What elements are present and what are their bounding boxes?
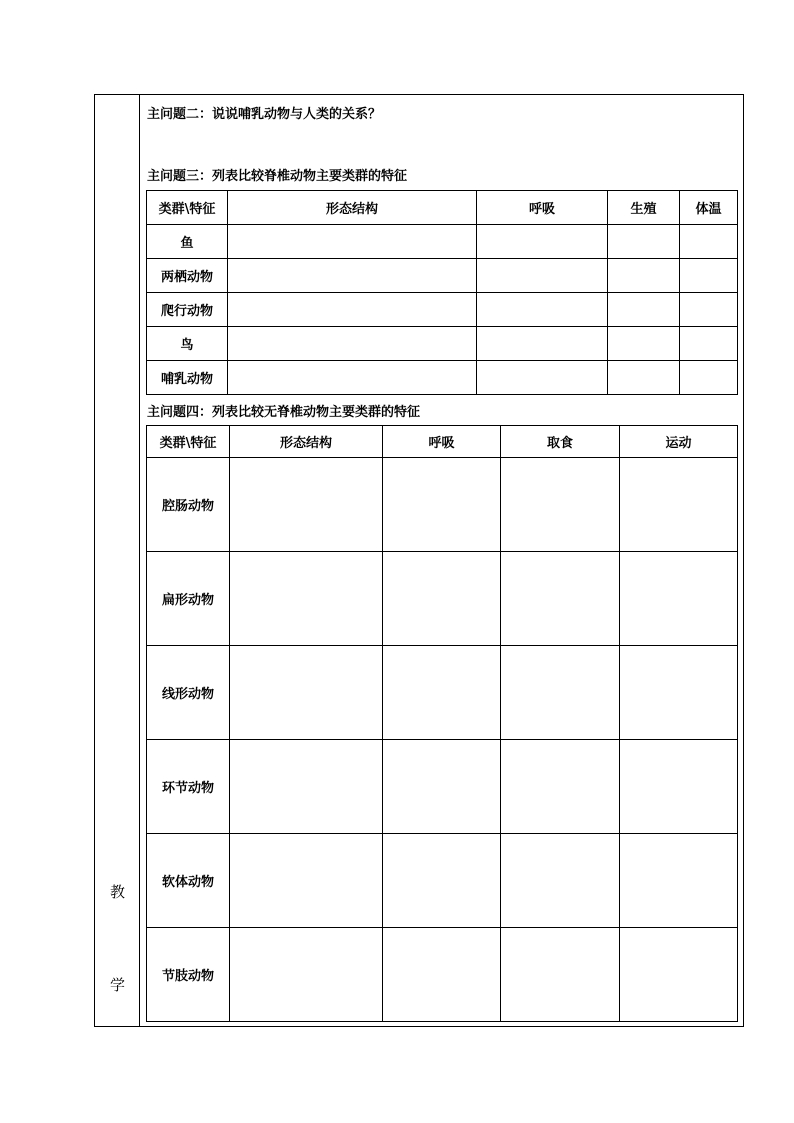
- header-cell: 取食: [501, 426, 620, 458]
- blank-cell[interactable]: [680, 327, 738, 361]
- blank-cell[interactable]: [228, 259, 477, 293]
- blank-cell[interactable]: [477, 259, 608, 293]
- header-cell: 呼吸: [383, 426, 501, 458]
- table-header-row: [147, 191, 738, 225]
- side-label-char-2: 学: [109, 976, 125, 994]
- table-row: [147, 740, 738, 834]
- vertebrate-table: [146, 190, 738, 395]
- blank-cell[interactable]: [680, 293, 738, 327]
- blank-cell[interactable]: [501, 928, 620, 1022]
- blank-cell[interactable]: [230, 458, 383, 552]
- table-row: [147, 259, 738, 293]
- header-cell: 形态结构: [228, 191, 477, 225]
- blank-cell[interactable]: [477, 225, 608, 259]
- row-label: 哺乳动物: [147, 361, 228, 395]
- blank-cell[interactable]: [228, 293, 477, 327]
- table-row: [147, 458, 738, 552]
- table-row: [147, 327, 738, 361]
- row-label: 环节动物: [147, 740, 230, 834]
- row-label: 软体动物: [147, 834, 230, 928]
- blank-cell[interactable]: [383, 928, 501, 1022]
- blank-cell[interactable]: [608, 293, 680, 327]
- table-row: [147, 928, 738, 1022]
- blank-cell[interactable]: [383, 834, 501, 928]
- blank-cell[interactable]: [228, 225, 477, 259]
- header-cell: 类群\特征: [147, 191, 228, 225]
- blank-cell[interactable]: [620, 740, 738, 834]
- invertebrate-table: [146, 425, 738, 1022]
- header-cell: 体温: [680, 191, 738, 225]
- header-cell: 类群\特征: [147, 426, 230, 458]
- blank-cell[interactable]: [608, 327, 680, 361]
- blank-cell[interactable]: [501, 552, 620, 646]
- question-4: 主问题四：列表比较无脊椎动物主要类群的特征: [147, 405, 421, 420]
- blank-cell[interactable]: [228, 361, 477, 395]
- row-label: 节肢动物: [147, 928, 230, 1022]
- question-3: 主问题三：列表比较脊椎动物主要类群的特征: [147, 169, 408, 184]
- header-cell: 运动: [620, 426, 738, 458]
- side-label-char-1: 教: [109, 883, 125, 901]
- blank-cell[interactable]: [501, 740, 620, 834]
- table-row: [147, 552, 738, 646]
- blank-cell[interactable]: [477, 327, 608, 361]
- blank-cell[interactable]: [501, 458, 620, 552]
- blank-cell[interactable]: [620, 458, 738, 552]
- question-2: 主问题二：说说哺乳动物与人类的关系？: [147, 107, 382, 122]
- blank-cell[interactable]: [680, 225, 738, 259]
- row-label: 鱼: [147, 225, 228, 259]
- blank-cell[interactable]: [228, 327, 477, 361]
- table-row: [147, 361, 738, 395]
- table-header-row: [147, 426, 738, 458]
- blank-cell[interactable]: [501, 646, 620, 740]
- table-row: [147, 293, 738, 327]
- side-label-column: [95, 95, 140, 1026]
- blank-cell[interactable]: [620, 834, 738, 928]
- blank-cell[interactable]: [680, 259, 738, 293]
- blank-cell[interactable]: [608, 259, 680, 293]
- blank-cell[interactable]: [383, 646, 501, 740]
- lesson-frame: [94, 94, 744, 1027]
- blank-cell[interactable]: [477, 361, 608, 395]
- blank-cell[interactable]: [608, 225, 680, 259]
- header-cell: 形态结构: [230, 426, 383, 458]
- row-label: 扁形动物: [147, 552, 230, 646]
- blank-cell[interactable]: [383, 740, 501, 834]
- row-label: 腔肠动物: [147, 458, 230, 552]
- blank-cell[interactable]: [620, 928, 738, 1022]
- blank-cell[interactable]: [383, 552, 501, 646]
- row-label: 鸟: [147, 327, 228, 361]
- row-label: 线形动物: [147, 646, 230, 740]
- blank-cell[interactable]: [620, 646, 738, 740]
- blank-cell[interactable]: [501, 834, 620, 928]
- blank-cell[interactable]: [230, 740, 383, 834]
- blank-cell[interactable]: [680, 361, 738, 395]
- blank-cell[interactable]: [230, 646, 383, 740]
- row-label: 爬行动物: [147, 293, 228, 327]
- header-cell: 呼吸: [477, 191, 608, 225]
- row-label: 两栖动物: [147, 259, 228, 293]
- table-row: [147, 834, 738, 928]
- blank-cell[interactable]: [230, 552, 383, 646]
- blank-cell[interactable]: [620, 552, 738, 646]
- header-cell: 生殖: [608, 191, 680, 225]
- blank-cell[interactable]: [383, 458, 501, 552]
- table-row: [147, 646, 738, 740]
- blank-cell[interactable]: [230, 928, 383, 1022]
- blank-cell[interactable]: [230, 834, 383, 928]
- table-row: [147, 225, 738, 259]
- blank-cell[interactable]: [608, 361, 680, 395]
- blank-cell[interactable]: [477, 293, 608, 327]
